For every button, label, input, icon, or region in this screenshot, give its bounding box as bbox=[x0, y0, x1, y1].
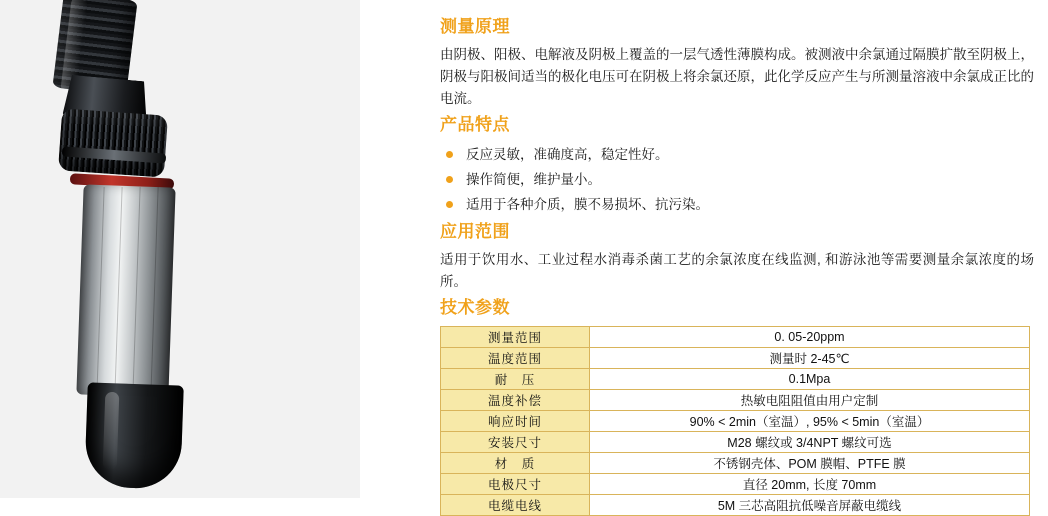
content-column bbox=[360, 0, 1048, 513]
table-row bbox=[441, 432, 1030, 453]
specs-table-wrap bbox=[440, 326, 1034, 516]
section-body-application: 适用于饮用水、工业过程水消毒杀菌工艺的余氯浓度在线监测, 和游泳池等需要测量余氯浓度的场所。 bbox=[440, 252, 1034, 289]
tip-highlight bbox=[103, 392, 120, 470]
knurled-cap bbox=[58, 108, 168, 177]
table-row bbox=[441, 453, 1030, 474]
bullet-dot-icon bbox=[446, 151, 453, 158]
feature-text: 适用于各种介质，膜不易损坏、抗污染。 bbox=[466, 197, 709, 212]
section-title-features: 产品特点 bbox=[440, 115, 510, 134]
list-item bbox=[440, 192, 1034, 217]
section-title-principle: 测量原理 bbox=[440, 17, 510, 36]
spec-value: 0.1Mpa bbox=[590, 369, 1030, 390]
feature-text: 反应灵敏，准确度高，稳定性好。 bbox=[466, 147, 669, 162]
membrane-cap-tip bbox=[84, 382, 184, 489]
spec-label: 耐 压 bbox=[441, 369, 590, 390]
spec-value: 直径 20mm, 长度 70mm bbox=[590, 474, 1030, 495]
spec-label: 响应时间 bbox=[441, 411, 590, 432]
table-row bbox=[441, 390, 1030, 411]
table-row bbox=[441, 474, 1030, 495]
list-item bbox=[440, 142, 1034, 167]
product-photo-pane bbox=[0, 0, 360, 498]
spec-label: 测量范围 bbox=[441, 327, 590, 348]
section-title-specs: 技术参数 bbox=[440, 298, 510, 317]
spec-value: 0. 05-20ppm bbox=[590, 327, 1030, 348]
bullet-dot-icon bbox=[446, 176, 453, 183]
table-row bbox=[441, 369, 1030, 390]
spec-label: 温度范围 bbox=[441, 348, 590, 369]
list-item bbox=[440, 167, 1034, 192]
spec-value: 不锈钢壳体、POM 膜帽、PTFE 膜 bbox=[590, 453, 1030, 474]
section-body-principle: 由阴极、阳极、电解液及阴极上覆盖的一层气透性薄膜构成。被测液中余氯通过隔膜扩散至阴极上，阴极与阳极间适当的极化电压可在阴极上将余氯还原，此化学反应产生与所测量溶液中余氯成正比的电流。 bbox=[440, 47, 1034, 106]
sensor-probe-image bbox=[0, 0, 360, 498]
spec-label: 安装尺寸 bbox=[441, 432, 590, 453]
table-row bbox=[441, 327, 1030, 348]
spec-value: 热敏电阻阻值由用户定制 bbox=[590, 390, 1030, 411]
section-title-application: 应用范围 bbox=[440, 222, 510, 241]
table-row bbox=[441, 411, 1030, 432]
spec-label: 温度补偿 bbox=[441, 390, 590, 411]
table-row bbox=[441, 348, 1030, 369]
specs-table bbox=[440, 326, 1030, 516]
stainless-body bbox=[76, 184, 175, 397]
spec-label: 材 质 bbox=[441, 453, 590, 474]
spec-label: 电极尺寸 bbox=[441, 474, 590, 495]
feature-text: 操作简便，维护量小。 bbox=[466, 172, 601, 187]
spec-value: 5M 三芯高阻抗低噪音屏蔽电缆线 bbox=[590, 495, 1030, 516]
spec-value: M28 螺纹或 3/4NPT 螺纹可选 bbox=[590, 432, 1030, 453]
features-list bbox=[440, 142, 1034, 217]
spec-label: 电缆电线 bbox=[441, 495, 590, 516]
spec-value: 测量时 2-45℃ bbox=[590, 348, 1030, 369]
spec-value: 90% < 2min（室温）, 95% < 5min（室温） bbox=[590, 411, 1030, 432]
bullet-dot-icon bbox=[446, 201, 453, 208]
